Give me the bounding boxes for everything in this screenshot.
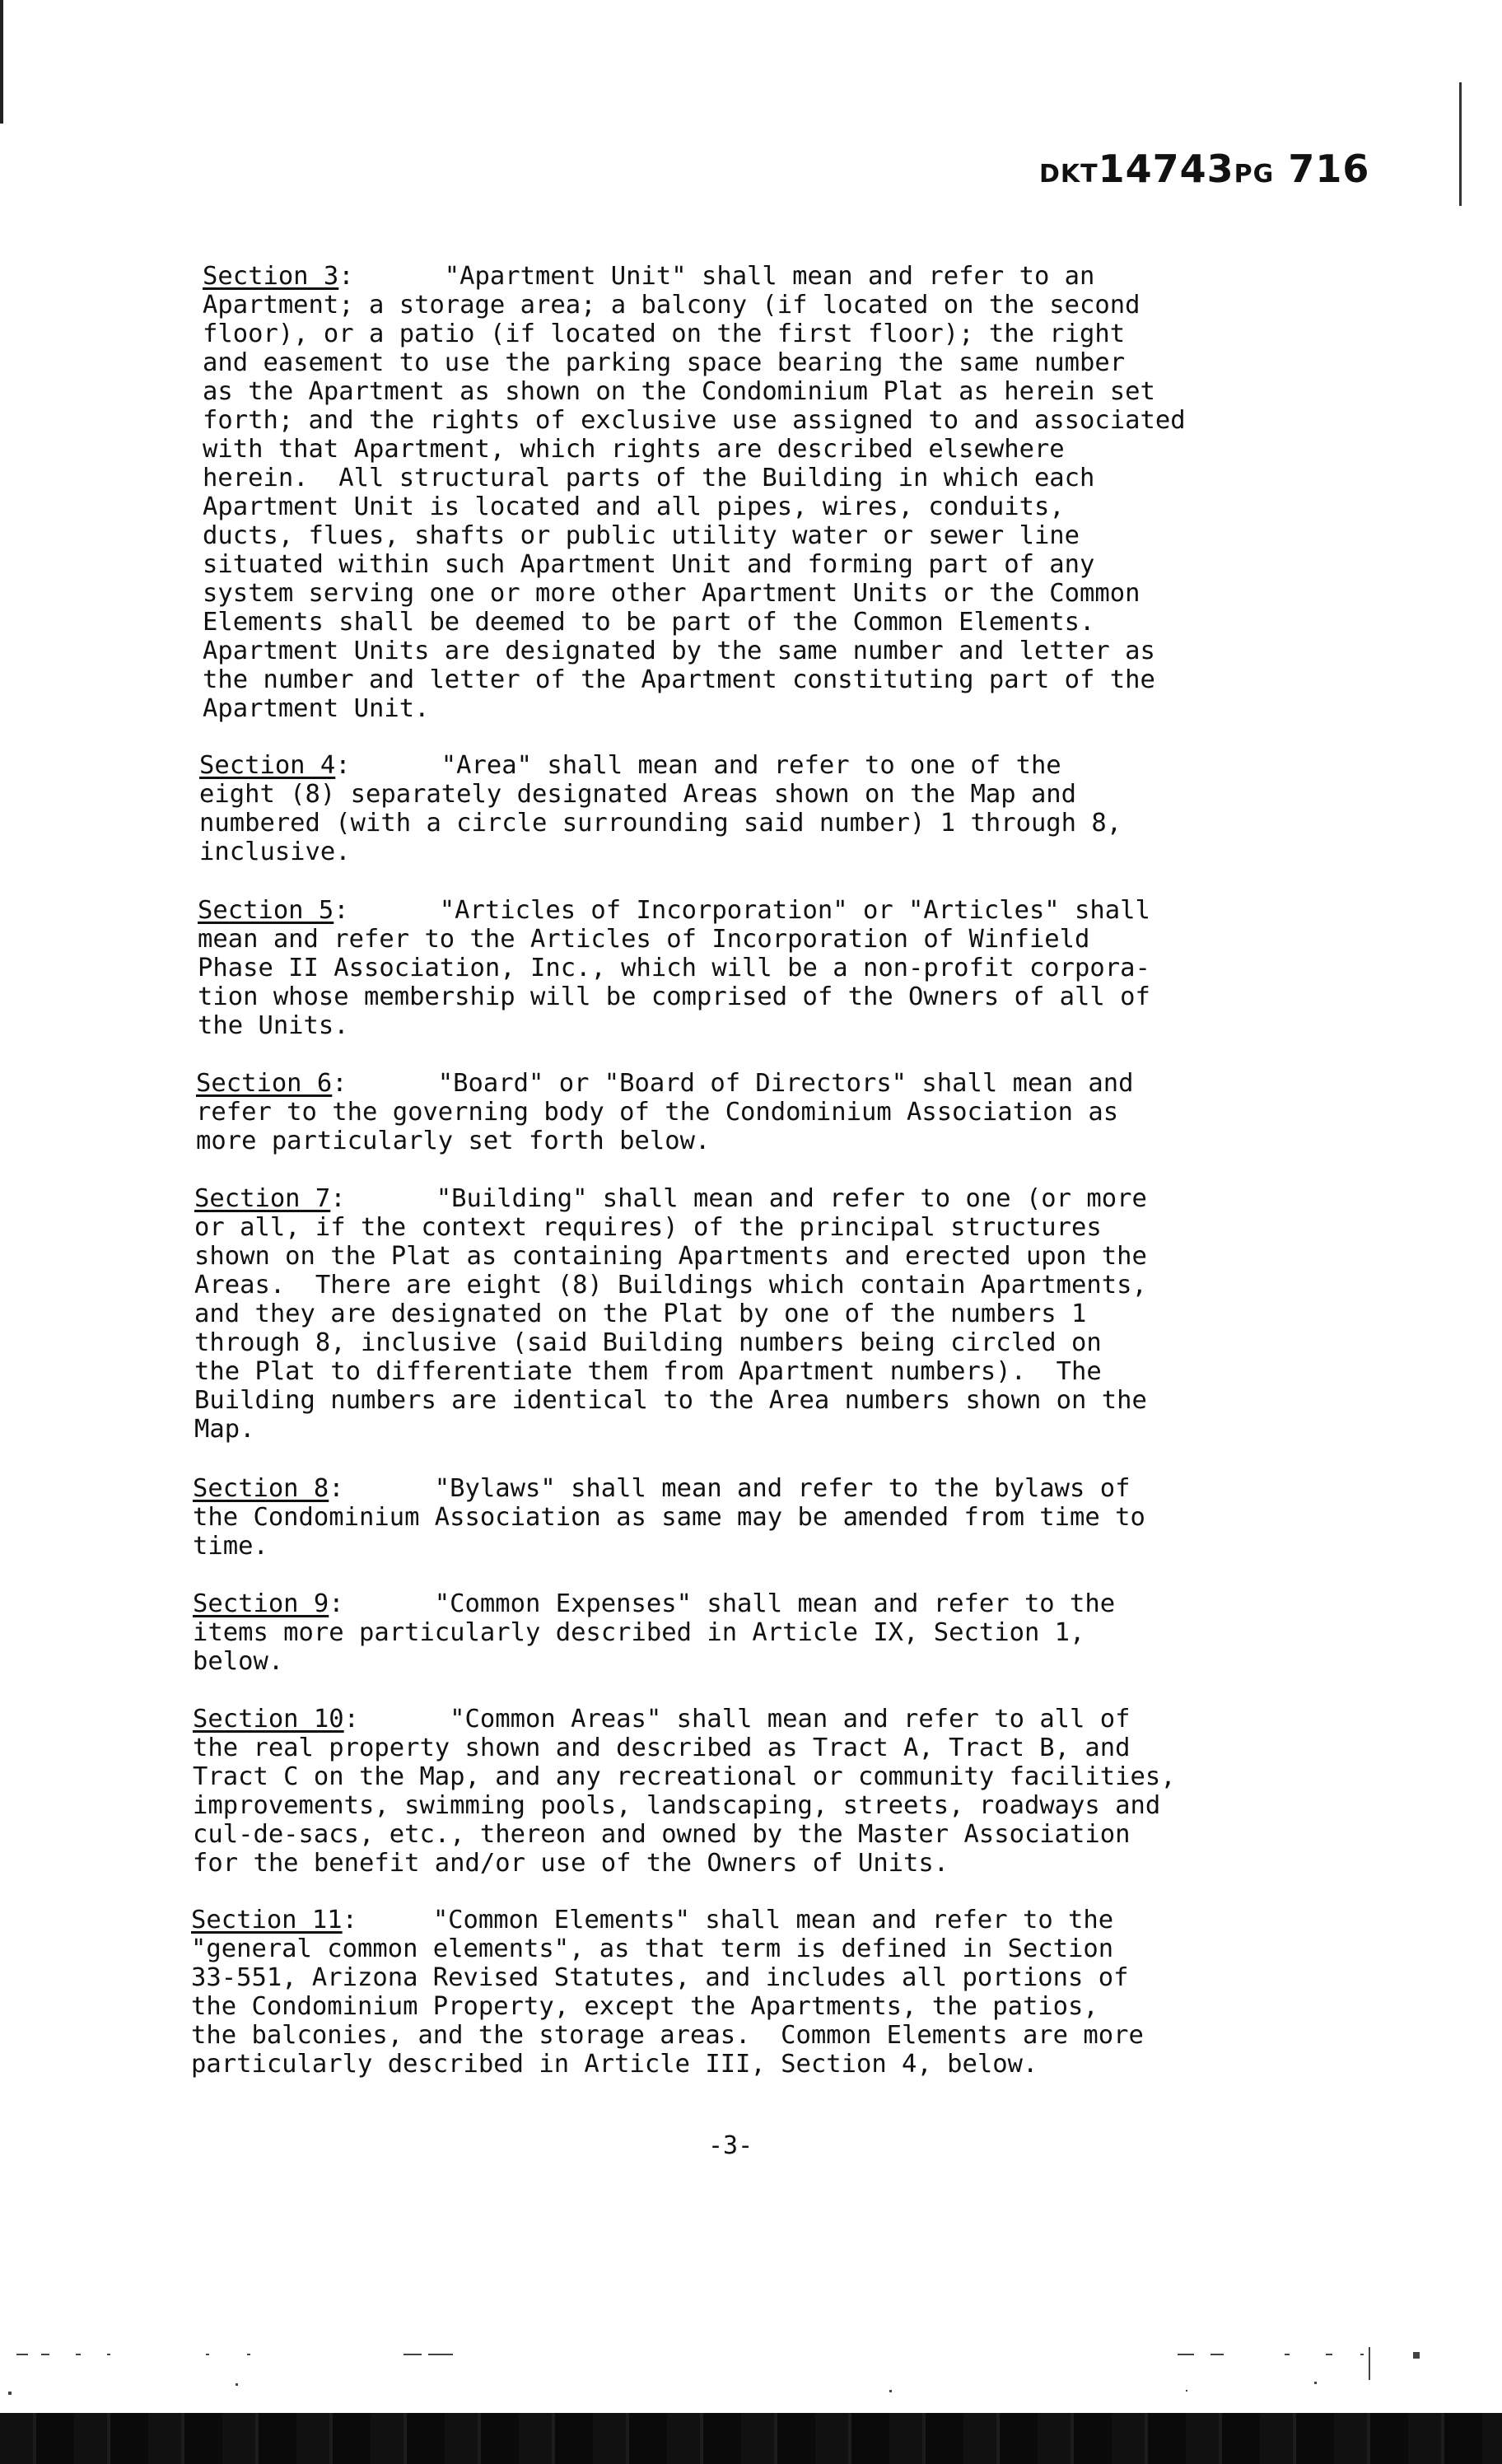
scan-edge-mark [1459, 82, 1462, 206]
scan-bottom-border [0, 2413, 1502, 2464]
section-8 [193, 1474, 1362, 1561]
section-body: : "Apartment Unit" shall mean and refer to an Apartment; a storage area; a balcony (if located on the second floor), or a patio (if located on the first floor); the right and easement to use the parking space bearing the same number as the Apartment as shown on the Condominium Plat as herein set forth; and the rights of exclusive use assigned to and associated with that Apartment, which rights are described elsewhere herein. All structural parts of the Building in which each Apartment Unit is located and all pipes, wires, conduits, ducts, flues, shafts or public utility water or sewer line situated within such Apartment Unit and forming part of any system serving one or more other Apartment Units or the Common Elements shall be deemed to be part of the Common Elements. Apartment Units are designated by the same number and letter as the number and letter of the Apartment constituting part of the Apartment Unit. [203, 262, 1186, 723]
section-6 [196, 1069, 1365, 1155]
scan-noise [0, 2322, 1502, 2396]
section-label: Section 9 [193, 1589, 329, 1618]
section-label: Section 8 [193, 1474, 329, 1503]
book-number: 14743 [1098, 147, 1234, 191]
section-body: : "Bylaws" shall mean and refer to the bylaws of the Condominium Association as same may be amended from time to time. [193, 1474, 1145, 1561]
section-9 [193, 1589, 1362, 1676]
recording-book-page-reference [1039, 147, 1369, 191]
section-label: Section 3 [203, 262, 339, 291]
page-prefix: PG [1234, 160, 1275, 189]
section-3 [203, 262, 1372, 723]
section-body: : "Common Areas" shall mean and refer to all of the real property shown and described as Tract A, Tract B, and Tract C on the Map, and any recreational or community facilities, improvements, swimming pools, landscaping, streets, roadways and cul-de-sacs, etc., thereon and owned by the Master Association for the benefit and/or use of the Owners of Units. [193, 1705, 1176, 1878]
section-body: : "Board" or "Board of Directors" shall mean and refer to the governing body of the Condominium Association as more particularly set forth below. [196, 1069, 1134, 1155]
section-label: Section 10 [193, 1705, 344, 1734]
section-label: Section 6 [196, 1069, 333, 1098]
book-prefix: DKT [1039, 160, 1099, 189]
section-7 [194, 1184, 1364, 1444]
section-body: : "Area" shall mean and refer to one of the eight (8) separately designated Areas shown on the Map and numbered (with a circle surrounding said number) 1 through 8, inclusive. [199, 751, 1122, 866]
section-body: : "Common Expenses" shall mean and refer to the items more particularly described in Article IX, Section 1, below. [193, 1589, 1116, 1676]
scan-edge-mark [0, 0, 3, 124]
section-4 [199, 751, 1369, 866]
page-number: 716 [1288, 147, 1370, 191]
section-label: Section 5 [198, 896, 334, 925]
section-label: Section 4 [199, 751, 336, 780]
page-number-footer: -3- [708, 2131, 753, 2160]
section-body: : "Building" shall mean and refer to one (or more or all, if the context requires) of the principal structures shown on the Plat as containing Apartments and erected upon the Areas. There are eight (8) Buildings which contain Apartments, and they are designated on the Plat by one of the numbers 1 through 8, inclusive (said Building numbers being circled on the Plat to differentiate them from Apartment numbers). The Building numbers are identical to the Area numbers shown on the Map. [194, 1184, 1147, 1444]
section-label: Section 11 [191, 1906, 343, 1934]
section-body: : "Articles of Incorporation" or "Articles" shall mean and refer to the Articles of Incorporation of Winfield Phase II Association, Inc., which will be a non-profit corpora- tion whose membership will be comprised of the Owners of all of the Units. [198, 896, 1150, 1040]
section-body: : "Common Elements" shall mean and refer to the "general common elements", as that term is defined in Section 33-551, Arizona Revised Statutes, and includes all portions of the Condominium Property, except the Apartments, the patios, the balconies, and the storage areas. Common Elements are more particularly described in Article III, Section 4, below. [191, 1906, 1144, 2079]
section-label: Section 7 [194, 1184, 331, 1213]
section-5 [198, 896, 1367, 1040]
section-11 [191, 1906, 1360, 2079]
section-10 [193, 1705, 1362, 1878]
